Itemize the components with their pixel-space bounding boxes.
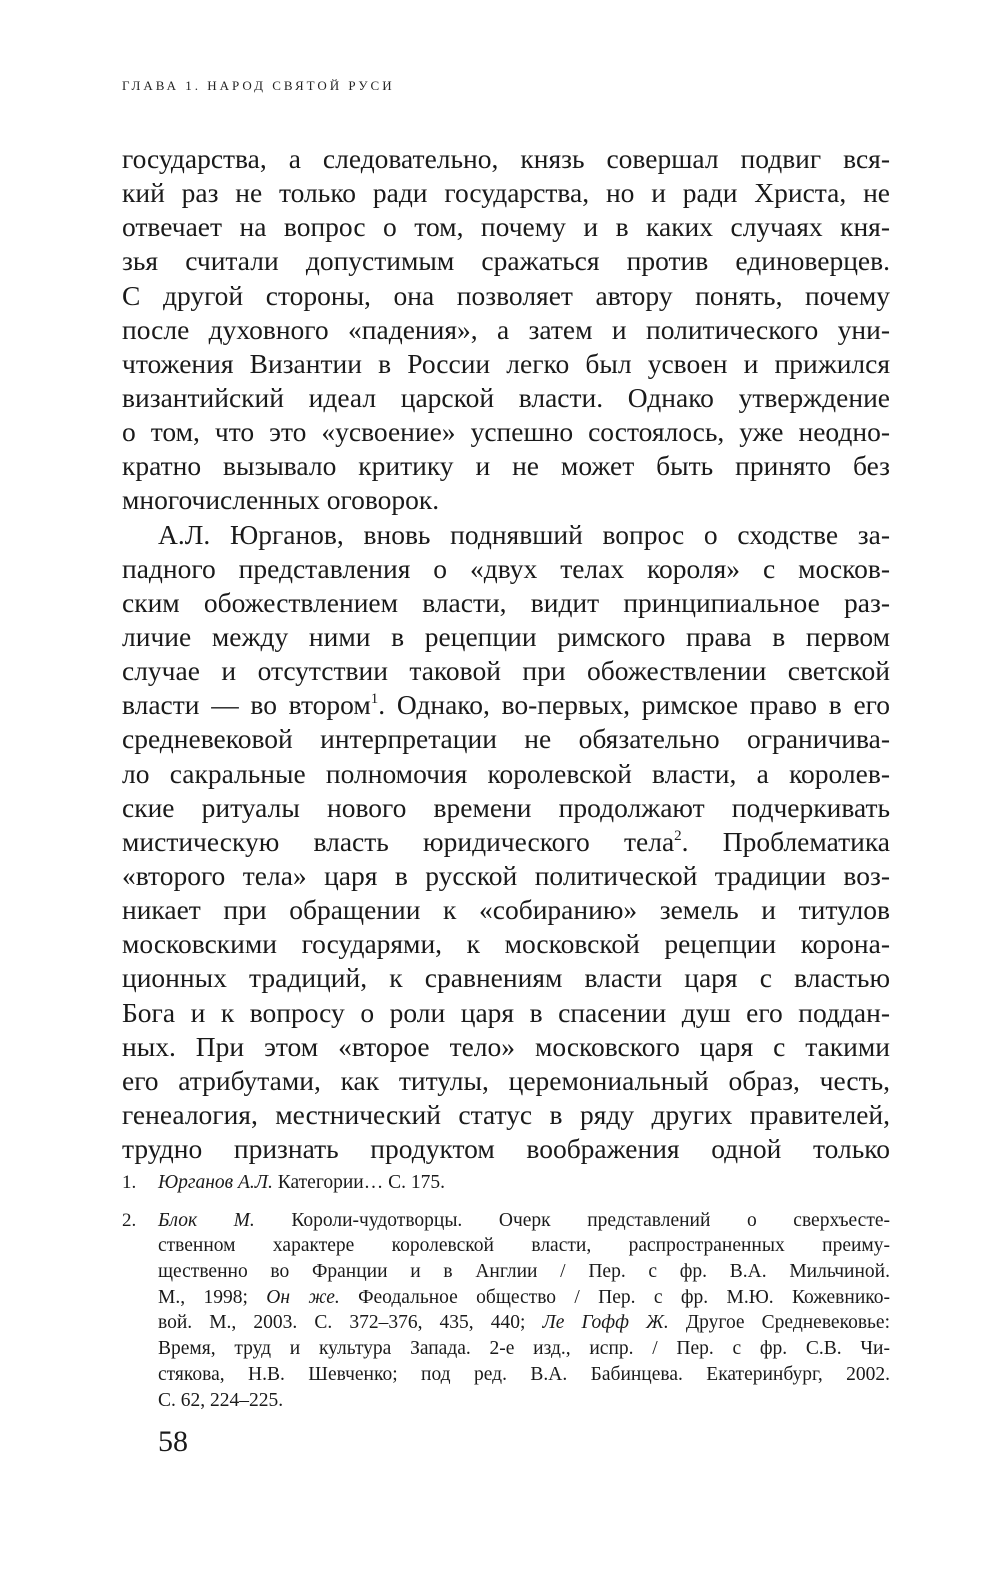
footnote-text: Феодальное общество / Пер. с фр. М.Ю. Кожевнико- <box>339 1286 890 1308</box>
page-number: 58 <box>158 1425 188 1458</box>
text-line: многочисленных оговорок. <box>122 484 440 516</box>
text-line: его атрибутами, как титулы, церемониальный образ, честь, <box>122 1064 890 1096</box>
footnote-author: Юрганов А.Л. <box>158 1172 273 1193</box>
text-line <box>122 688 890 722</box>
footnote-1 <box>122 1170 890 1196</box>
footnote-text: Категории… С. 175. <box>272 1172 445 1193</box>
text-line: ных. При этом «второе тело» московского царя с такими <box>122 1030 890 1062</box>
footnote-author: Он же. <box>266 1286 340 1308</box>
text-line: московскими государями, к московской рецепции корона- <box>122 928 890 960</box>
text-fragment: власти — во втором <box>122 689 371 721</box>
footnote-text: Другое Средневековье: <box>668 1312 890 1334</box>
text-line: византийский идеал царской власти. Однако утверждение <box>122 381 890 413</box>
running-head: ГЛАВА 1. НАРОД СВЯТОЙ РУСИ <box>122 78 395 93</box>
footnote-ref: 2 <box>674 827 682 844</box>
footnote-line <box>158 1310 890 1336</box>
footnote-line <box>158 1170 890 1196</box>
footnotes <box>122 1170 890 1425</box>
footnote-line: Время, труд и культура Запада. 2-е изд., испр. / Пер. с фр. С.В. Чи- <box>158 1338 890 1360</box>
footnote-line <box>158 1208 890 1234</box>
text-line: государства, а следовательно, князь совершал подвиг вся- <box>122 143 890 174</box>
text-line: о том, что это «усвоение» успешно состоялось, уже неодно- <box>122 416 890 448</box>
footnote-number: 2. <box>122 1209 137 1231</box>
footnote-number: 1. <box>122 1172 137 1193</box>
text-fragment: . Однако, во-первых, римское право в его <box>378 689 890 721</box>
text-line: никает при обращении к «собиранию» земель и титулов <box>122 894 890 926</box>
text-line: трудно признать продуктом воображения одной только <box>122 1133 890 1165</box>
footnote-text: Короли-чудотворцы. Очерк представлений о сверхъесте- <box>254 1209 890 1231</box>
text-line: кий раз не только ради государства, но и ради Христа, не <box>122 177 890 209</box>
text-line <box>122 825 890 859</box>
text-line: ские ритуалы нового времени продолжают подчеркивать <box>122 791 890 823</box>
text-line: чтожения Византии в России легко был усвоен и прижился <box>122 347 890 379</box>
text-line: личие между ними в рецепции римского права в первом <box>122 620 890 652</box>
footnote-author: Блок М. <box>158 1209 255 1231</box>
text-line: падного представления о «двух телах короля» с москов- <box>122 552 890 584</box>
footnote-line: ственном характере королевской власти, распространенных преиму- <box>158 1235 890 1257</box>
text-line: ло сакральные полномочия королевской власти, а королев- <box>122 757 890 789</box>
footnote-text: вой. М., 2003. С. 372–376, 435, 440; <box>158 1312 543 1334</box>
text-line: Бога и к вопросу о роли царя в спасении душ его поддан- <box>122 996 890 1028</box>
text-line: А.Л. Юрганов, вновь поднявший вопрос о сходстве за- <box>158 518 890 550</box>
main-text <box>122 142 890 1166</box>
footnote-line: стякова, Н.В. Шевченко; под ред. В.А. Бабинцева. Екатеринбург, 2002. <box>158 1363 890 1385</box>
text-line: кратно вызывало критику и не может быть принято без <box>122 450 890 482</box>
text-line: отвечает на вопрос о том, почему и в каких случаях кня- <box>122 211 890 243</box>
text-line: ским обожествлением власти, видит принципиальное раз- <box>122 586 890 618</box>
text-line: средневековой интерпретации не обязательно ограничива- <box>122 723 890 755</box>
text-line: генеалогия, местнический статус в ряду других правителей, <box>122 1098 890 1130</box>
text-line: «второго тела» царя в русской политической традиции воз- <box>122 859 890 891</box>
footnote-line: щественно во Франции и в Англии / Пер. с фр. В.А. Мильчиной. <box>158 1261 890 1283</box>
text-line: после духовного «падения», а затем и политического уни- <box>122 313 890 345</box>
text-line: ционных традиций, к сравнениям власти царя с властью <box>122 962 890 994</box>
text-line: С другой стороны, она позволяет автору понять, почему <box>122 279 890 311</box>
text-line: случае и отсутствии таковой при обожествлении светской <box>122 655 890 687</box>
text-line: зья считали допустимым сражаться против единоверцев. <box>122 245 890 277</box>
footnote-ref: 1 <box>370 691 379 708</box>
footnote-line <box>158 1285 890 1311</box>
text-fragment: . Проблематика <box>681 825 890 857</box>
footnote-author: Ле Гофф Ж. <box>542 1312 669 1334</box>
text-fragment: мистическую власть юридического тела <box>122 825 675 857</box>
footnote-2 <box>122 1208 890 1414</box>
footnote-line: С. 62, 224–225. <box>158 1389 284 1411</box>
footnote-text: М., 1998; <box>158 1286 267 1308</box>
